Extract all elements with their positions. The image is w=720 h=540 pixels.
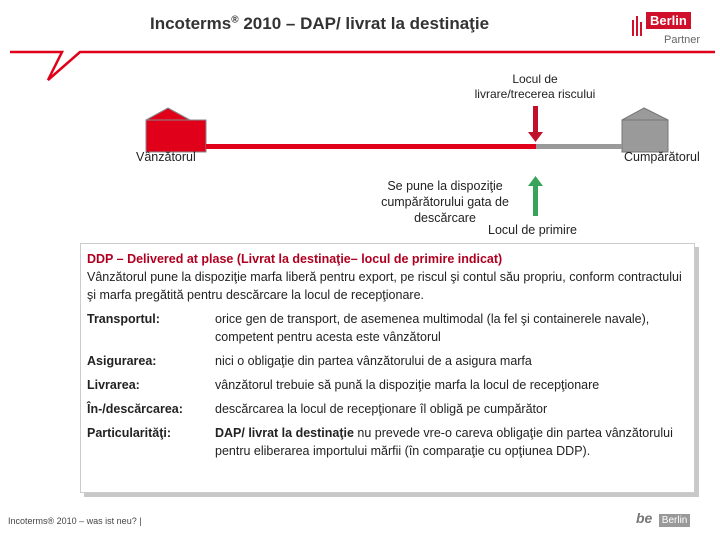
footer-text: Incoterms® 2010 – was ist neu? | bbox=[8, 516, 142, 526]
logo-brand: Berlin bbox=[646, 12, 691, 29]
terms-row: Transportul: orice gen de transport, de asemenea multimodal (la fel şi containerele navale), competent pentru acesta este vânzătorul bbox=[87, 312, 650, 344]
seller-label: Vânzătorul bbox=[136, 150, 196, 164]
terms-row: În-/descărcarea: descărcarea la locul de recepţionare îl obligă pe cumpărător bbox=[87, 402, 548, 416]
receipt-arrow-icon bbox=[528, 176, 543, 216]
risk-transfer-arrow-icon bbox=[528, 106, 543, 142]
footer-logo-berlin: Berlin bbox=[659, 514, 691, 527]
terms-row: Asigurarea: nici o obligaţie din partea vânzătorului de a asigura marfa bbox=[87, 354, 532, 368]
footer-logo-be: be bbox=[636, 510, 653, 526]
buyer-house-icon bbox=[622, 108, 668, 152]
page-title: Incoterms® 2010 – DAP/ livrat la destinaţie bbox=[150, 14, 490, 33]
footer-logo bbox=[636, 510, 710, 530]
terms-box bbox=[80, 243, 695, 493]
buyer-label: Cumpărătorul bbox=[624, 150, 700, 164]
buyer-segment bbox=[536, 144, 622, 149]
terms-row: Particularităţi: DAP/ livrat la destinaţie nu prevede vre-o careva obligaţie din partea vânzătorului pentru eliberarea importului mărfii (în comparaţie cu opţiunea DDP). bbox=[87, 426, 673, 458]
terms-intro: Vânzătorul pune la dispoziţie marfa liberă pentru export, pe riscul şi contul său propriu, conform contractului şi marfa pregătită pentru descărcare la locul de recepţionare. bbox=[87, 270, 682, 302]
terms-heading: DDP – Delivered at plase (Livrat la destinaţie– locul de primire indicat) bbox=[87, 252, 503, 266]
seller-segment bbox=[206, 144, 536, 149]
availability-note: Se pune la dispoziţie cumpărătorului gata de descărcare bbox=[381, 179, 509, 225]
seller-house-icon bbox=[146, 108, 206, 152]
logo-sub: Partner bbox=[664, 34, 701, 46]
delivery-point-label: Locul de livrare/trecerea riscului bbox=[474, 72, 596, 101]
terms-row: Livrarea: vânzătorul trebuie să pună la dispoziţie marfa la locul de recepţionare bbox=[87, 378, 600, 392]
receipt-label: Locul de primire bbox=[488, 223, 577, 237]
logo-bars-icon bbox=[632, 16, 644, 36]
